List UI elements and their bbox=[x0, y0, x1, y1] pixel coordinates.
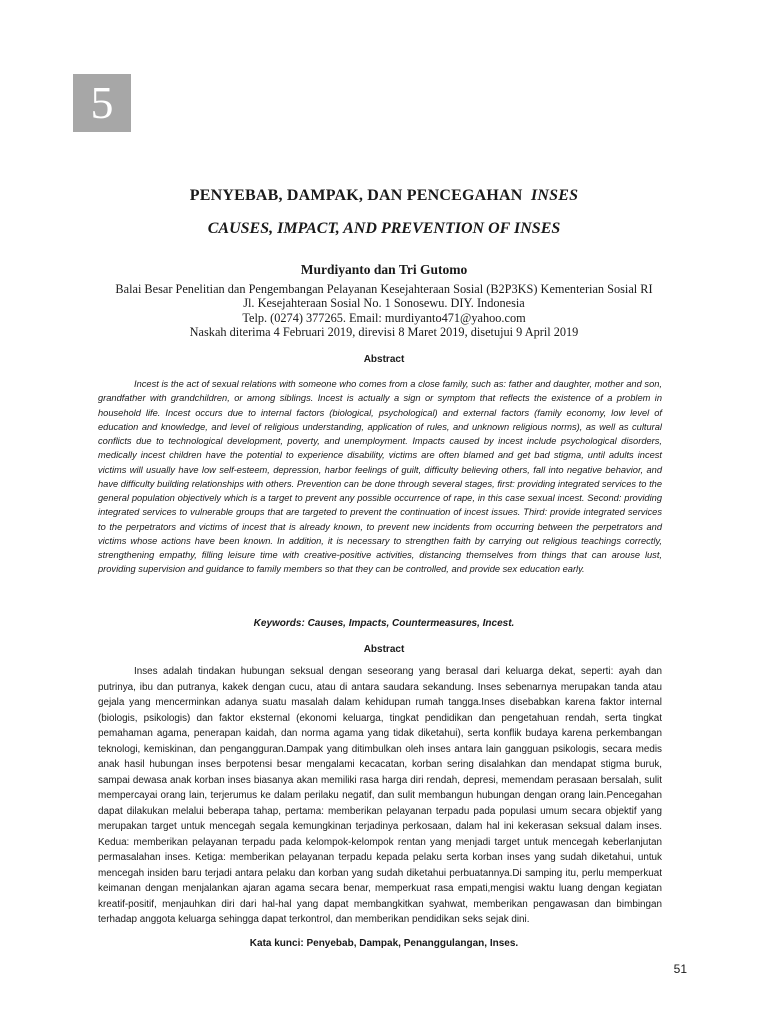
affiliation-institution: Balai Besar Penelitian dan Pengembangan Pelayanan Kesejahteraan Sosial (B2P3KS) Kementerian Sosial RI bbox=[115, 282, 653, 296]
authors: Murdiyanto dan Tri Gutomo bbox=[300, 262, 468, 277]
paper-title bbox=[0, 187, 768, 205]
abstract-en-body: Incest is the act of sexual relations with someone who comes from a close family, such as: father and daughter, mother and son, grandfather with grandchildren, or among siblings. Incest is actually a sign or symptom that reflects the existence of a problem in household life. Incest occurs due to internal factors (biological, psychological) and external factors (family economy, low level of education and knowledge, and level of religious understanding, application of rules, and unknown religious norms), as well as cultural conflicts due to technological development, poverty, and unemployment. Impacts caused by incest include psychological disorders, medically incest children have the potential to experience disability, victims are often blamed and get bad stigma, until adults incest victims will usually have low self-esteem, depression, harbor feelings of guilt, difficulty believing others, fall into negative behavior, and have difficulty building relationships with others. Prevention can be done through several stages, first: providing integrated services to the general population objectively which is a target to prevent any possible occurrence of rape, in this case sexual incest. Second: providing integrated services to vulnerable groups that are targeted to prevent the continuation of incest issues. Third: provide integrated services to the perpetrators and victims of incest that is already known, to prevent new incidents from occurring between the perpetrators and victims whose actions have been known. In addition, it is necessary to strengthen faith by carrying out religious teachings correctly, strengthening empathy, filling leisure time with creative-positive activities, distancing themselves from things that can arouse lust, providing supervision and guidance to family members so that they can be controlled, and provide sex education early. bbox=[98, 379, 662, 575]
manuscript-dates: Naskah diterima 4 Februari 2019, direvisi 8 Maret 2019, disetujui 9 April 2019 bbox=[189, 324, 579, 339]
chapter-number-badge: 5 bbox=[73, 74, 131, 132]
affiliation-address: Jl. Kesejahteraan Sosial No. 1 Sonosewu. DIY. Indonesia bbox=[243, 296, 525, 311]
paper-title-main: PENYEBAB, DAMPAK, DAN PENCEGAHAN bbox=[189, 187, 523, 204]
page-number: 51 bbox=[673, 962, 687, 976]
abstract-en-heading: Abstract bbox=[363, 354, 405, 365]
affiliation-block bbox=[0, 282, 768, 339]
keywords-en: Keywords: Causes, Impacts, Countermeasures, Incest. bbox=[253, 618, 515, 629]
abstract-id-heading: Abstract bbox=[363, 644, 405, 655]
affiliation-contact: Telp. (0274) 377265. Email: murdiyanto471@yahoo.com bbox=[242, 310, 526, 325]
abstract-id-body: Inses adalah tindakan hubungan seksual dengan seseorang yang berasal dari keluarga dekat, seperti: ayah dan putrinya, ibu dan putranya, kakek dengan cucu, atau di antara saudara sekandung. Inses sebenarnya merupakan tanda atau gejala yang mencerminkan adanya suatu masalah dalam kehidupan rumah tangga.Inses disebabkan karena faktor internal (biologis, psikologis) dan faktor eksternal (ekonomi keluarga, tingkat pendidikan dan pengetahuan rendah, serta tingkat pemahaman agama, penerapan kaidah, dan norma agama yang tidak diketahui), serta konflik budaya karena perkembangan teknologi, kemiskinan, dan pengangguran.Dampak yang ditimbulkan oleh inses antara lain gangguan psikologis, secara medis anak hasil hubungan inses berpotensi besar mengalami kecacatan, korban sering disalahkan dan mendapat stigma buruk, sampai dewasa anak korban inses biasanya akan memiliki rasa harga diri rendah, depresi, memendam perasaan bersalah, sulit mempercayai orang lain, terjerumus ke dalam perilaku negatif, dan sulit membangun hubungan dengan orang lain.Pencegahan dapat dilakukan melalui beberapa tahap, pertama: memberikan pelayanan terpadu pada populasi umum secara objektif yang merupakan target untuk mencegah segala kemungkinan terjadinya perkosaan, dalam hal ini kekerasan seksual dalam inses. Kedua: memberikan pelayanan terpadu pada kelompok-kelompok rentan yang menjadi target untuk mencegah keberlanjutan permasalahan inses. Ketiga: memberikan pelayanan terpadu kepada pelaku serta korban inses yang sudah diketahui, untuk mencegah insiden baru terjadi antara pelaku dan korban yang sudah diketahui perbuatannya.Di samping itu, perlu memperkuat keimanan dengan menjalankan ajaran agama secara benar, memperkuat rasa empati,mengisi waktu luang dengan kegiatan kreatif-positif, menjauhkan diri dari hal-hal yang dapat membangkitkan syahwat, memberikan pengawasan dan bimbingan terhadap anggota keluarga sehingga dapat terkontrol, dan memberikan pendidikan seks sejak dini. bbox=[98, 666, 662, 925]
paper-title-italic: INSES bbox=[530, 187, 579, 204]
paper-title-english: CAUSES, IMPACT, AND PREVENTION OF INSES bbox=[207, 220, 561, 237]
keywords-id: Kata kunci: Penyebab, Dampak, Penanggulangan, Inses. bbox=[249, 938, 519, 949]
